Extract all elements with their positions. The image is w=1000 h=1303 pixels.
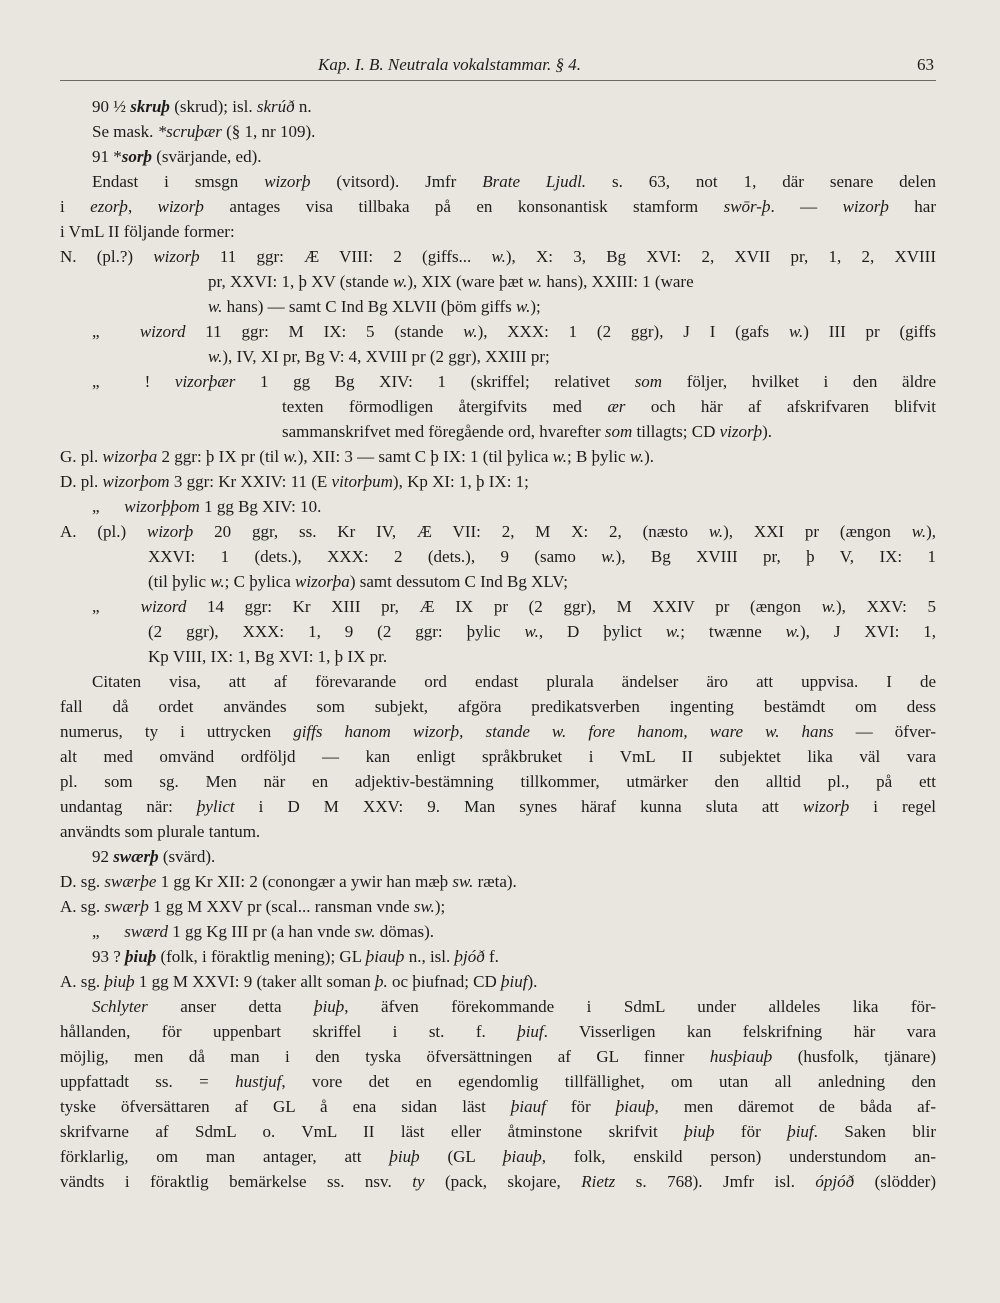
text-line: „ ! vizorþær 1 gg Bg XIV: 1 (skriffel; relativet som följer, hvilket i den äldre bbox=[92, 372, 936, 391]
text-line: texten förmodligen återgifvits med ær och här af afskrifvaren blifvit bbox=[282, 397, 936, 416]
text-line: 92 swærþ (svärd). bbox=[92, 847, 216, 866]
text-line: skrifvarne af SdmL o. VmL II läst eller åtminstone skrifvit þiuþ för þiuf. Saken blir bbox=[60, 1122, 936, 1141]
text-line: Schlyter anser detta þiuþ, äfven förekommande i SdmL under alldeles lika för- bbox=[92, 997, 936, 1016]
text-line: alt med omvänd ordföljd — kan enligt språkbruket i VmL II subjektet lika väl vara bbox=[60, 747, 936, 766]
text-line: användts som plurale tantum. bbox=[60, 822, 261, 841]
text-line: möjlig, men då man i den tyska öfversättningen af GL finner husþiauþ (husfolk, tjänare) bbox=[60, 1047, 936, 1066]
page-body bbox=[60, 94, 936, 1194]
text-line: D. sg. swærþe 1 gg Kr XII: 2 (conongær a ywir han mæþ sw. ræta). bbox=[60, 872, 517, 891]
text-line: Endast i smsgn wizorþ (vitsord). Jmfr Brate Ljudl. s. 63, not 1, där senare delen bbox=[92, 172, 936, 191]
text-line: 91 *sorþ (svärjande, ed). bbox=[92, 147, 262, 166]
text-line: Se mask. *scruþær (§ 1, nr 109). bbox=[92, 122, 316, 141]
text-line: w. hans) — samt C Ind Bg XLVII (þöm giffs w.); bbox=[208, 297, 541, 316]
text-line: tyske öfversättaren af GL å ena sidan läst þiauf för þiauþ, men däremot de båda af- bbox=[60, 1097, 936, 1116]
text-line: D. pl. wizorþom 3 ggr: Kr XXIV: 11 (E vitorþum), Kp XI: 1, þ IX: 1; bbox=[60, 472, 529, 491]
text-line: (til þylic w.; C þylica wizorþa) samt dessutom C Ind Bg XLV; bbox=[148, 572, 568, 591]
text-line: G. pl. wizorþa 2 ggr: þ IX pr (til w.), XII: 3 — samt C þ IX: 1 (til þylica w.; B þylic w.). bbox=[60, 447, 655, 466]
text-line: w.), IV, XI pr, Bg V: 4, XVIII pr (2 ggr), XXIII pr; bbox=[208, 347, 550, 366]
text-line: „ wizorþþom 1 gg Bg XIV: 10. bbox=[92, 497, 322, 516]
text-line: A. (pl.) wizorþ 20 ggr, ss. Kr IV, Æ VII: 2, M X: 2, (næsto w.), XXI pr (ængon w.), bbox=[60, 522, 936, 541]
text-line: A. sg. þiuþ 1 gg M XXVI: 9 (taker allt soman þ. oc þiufnad; CD þiuf). bbox=[60, 972, 538, 991]
text-line: 90 ½ skruþ (skrud); isl. skrúð n. bbox=[92, 97, 312, 116]
text-line: numerus, ty i uttrycken giffs hanom wizorþ, stande w. fore hanom, ware w. hans — öfver- bbox=[60, 722, 936, 741]
text-line: i ezorþ, wizorþ antages visa tillbaka på en konsonantisk stamform swōr-þ. — wizorþ har bbox=[60, 197, 936, 216]
text-line: „ wizord 11 ggr: M IX: 5 (stande w.), XXX: 1 (2 ggr), J I (gafs w.) III pr (giffs bbox=[92, 322, 936, 341]
text-line: hållanden, för uppenbart skriffel i st. f. þiuf. Visserligen kan felskrifning här vara bbox=[60, 1022, 936, 1041]
text-line: Kp VIII, IX: 1, Bg XVI: 1, þ IX pr. bbox=[148, 647, 388, 666]
text-line: fall då ordet användes som subjekt, afgöra predikatsverben ingenting bestämdt om dess bbox=[60, 697, 936, 716]
running-head bbox=[60, 52, 936, 81]
text-line: 93 ? þiuþ (folk, i föraktlig mening); GL þiauþ n., isl. þjóð f. bbox=[92, 947, 499, 966]
text-line: Citaten visa, att af förevarande ord endast plurala ändelser äro att uppvisa. I de bbox=[92, 672, 936, 691]
text-line: (2 ggr), XXX: 1, 9 (2 ggr: þylic w., D þylict w.; twænne w.), J XVI: 1, bbox=[148, 622, 936, 641]
text-line: A. sg. swærþ 1 gg M XXV pr (scal... ransman vnde sw.); bbox=[60, 897, 446, 916]
text-line: undantag när: þylict i D M XXV: 9. Man synes häraf kunna sluta att wizorþ i regel bbox=[60, 797, 936, 816]
text-line: uppfattadt ss. = hustjuf, vore det en egendomlig tillfällighet, om utan all anledning den bbox=[60, 1072, 936, 1091]
text-line: förklarlig, om man antager, att þiuþ (GL þiauþ, folk, enskild person) understundom an- bbox=[60, 1147, 936, 1166]
text-line: „ wizord 14 ggr: Kr XIII pr, Æ IX pr (2 ggr), M XXIV pr (ængon w.), XXV: 5 bbox=[92, 597, 936, 616]
text-line: sammanskrifvet med föregående ord, hvarefter som tillagts; CD vizorþ). bbox=[282, 422, 773, 441]
text-line: N. (pl.?) wizorþ 11 ggr: Æ VIII: 2 (giffs... w.), X: 3, Bg XVI: 2, XVII pr, 1, 2, XVIII bbox=[60, 247, 936, 266]
text-line: XXVI: 1 (dets.), XXX: 2 (dets.), 9 (samo w.), Bg XVIII pr, þ V, IX: 1 bbox=[148, 547, 936, 566]
text-line: pr, XXVI: 1, þ XV (stande w.), XIX (ware þæt w. hans), XXIII: 1 (ware bbox=[208, 272, 694, 291]
text-line: pl. som sg. Men när en adjektiv-bestämning tillkommer, utmärker den alltid pl., på ett bbox=[60, 772, 936, 791]
page-number: 63 bbox=[917, 55, 934, 74]
text-line: vändts i föraktlig bemärkelse ss. nsv. ty (pack, skojare, Rietz s. 768). Jmfr isl. ópjóð (slödder) bbox=[60, 1172, 936, 1191]
text-line: i VmL II följande former: bbox=[60, 222, 235, 241]
chapter-title: Kap. I. B. Neutrala vokalstammar. § 4. bbox=[318, 55, 582, 74]
text-line: „ swærd 1 gg Kg III pr (a han vnde sw. dömas). bbox=[92, 922, 434, 941]
